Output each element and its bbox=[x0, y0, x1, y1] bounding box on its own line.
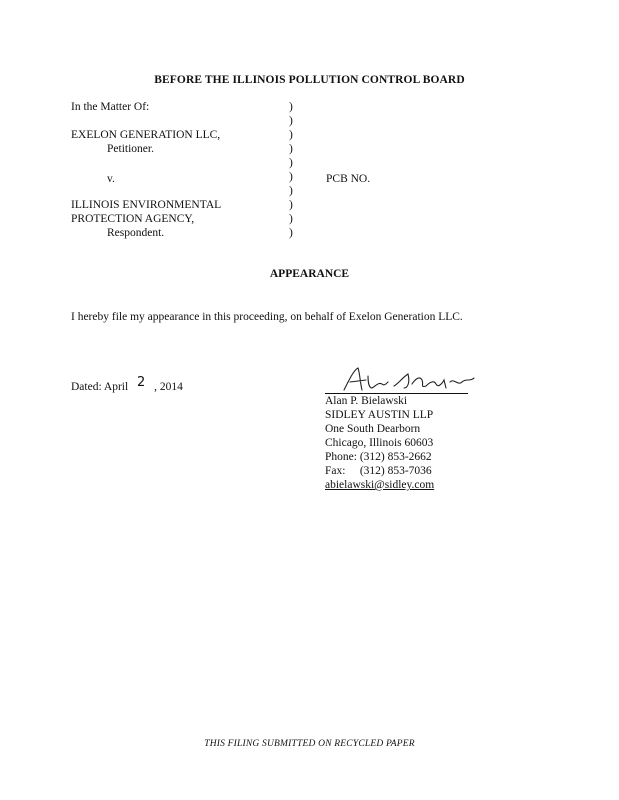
caption-paren: ) bbox=[289, 143, 293, 155]
handwritten-signature bbox=[338, 364, 478, 394]
petitioner-role: Petitioner. bbox=[107, 143, 154, 155]
caption-paren: ) bbox=[289, 185, 293, 197]
document-title: BEFORE THE ILLINOIS POLLUTION CONTROL BOARD bbox=[154, 74, 465, 86]
caption-paren: ) bbox=[289, 101, 293, 113]
city-address: Chicago, Illinois 60603 bbox=[325, 437, 434, 449]
versus-label: v. bbox=[107, 173, 115, 185]
dated-prefix: Dated: April bbox=[71, 381, 129, 393]
dated-year: , 2014 bbox=[154, 381, 183, 393]
caption-paren: ) bbox=[289, 199, 293, 211]
email-address: abielawski@sidley.com bbox=[325, 479, 435, 491]
signature-line bbox=[325, 393, 468, 394]
respondent-name-line2: PROTECTION AGENCY, bbox=[71, 213, 195, 225]
caption-paren: ) bbox=[289, 115, 293, 127]
dated-day: 2 bbox=[137, 375, 146, 390]
respondent-name-line1: ILLINOIS ENVIRONMENTAL bbox=[71, 199, 222, 211]
section-heading: APPEARANCE bbox=[269, 268, 350, 280]
matter-of-label: In the Matter Of: bbox=[71, 101, 150, 113]
caption-paren: ) bbox=[289, 157, 293, 169]
caption-paren: ) bbox=[289, 129, 293, 141]
respondent-role: Respondent. bbox=[107, 227, 165, 239]
firm-name: SIDLEY AUSTIN LLP bbox=[325, 409, 434, 421]
case-number-label: PCB NO. bbox=[326, 173, 371, 185]
signer-name: Alan P. Bielawski bbox=[325, 395, 408, 407]
street-address: One South Dearborn bbox=[325, 423, 421, 435]
phone-number: Phone: (312) 853-2662 bbox=[325, 451, 432, 463]
appearance-statement: I hereby file my appearance in this proceeding, on behalf of Exelon Generation LLC. bbox=[71, 311, 463, 323]
caption-paren: ) bbox=[289, 213, 293, 225]
dated-line bbox=[71, 375, 183, 394]
page-footer: THIS FILING SUBMITTED ON RECYCLED PAPER bbox=[204, 739, 415, 749]
petitioner-name: EXELON GENERATION LLC, bbox=[71, 129, 221, 141]
caption-paren: ) bbox=[289, 227, 293, 239]
fax-number: Fax: (312) 853-7036 bbox=[325, 465, 432, 477]
caption-paren: ) bbox=[289, 171, 293, 183]
